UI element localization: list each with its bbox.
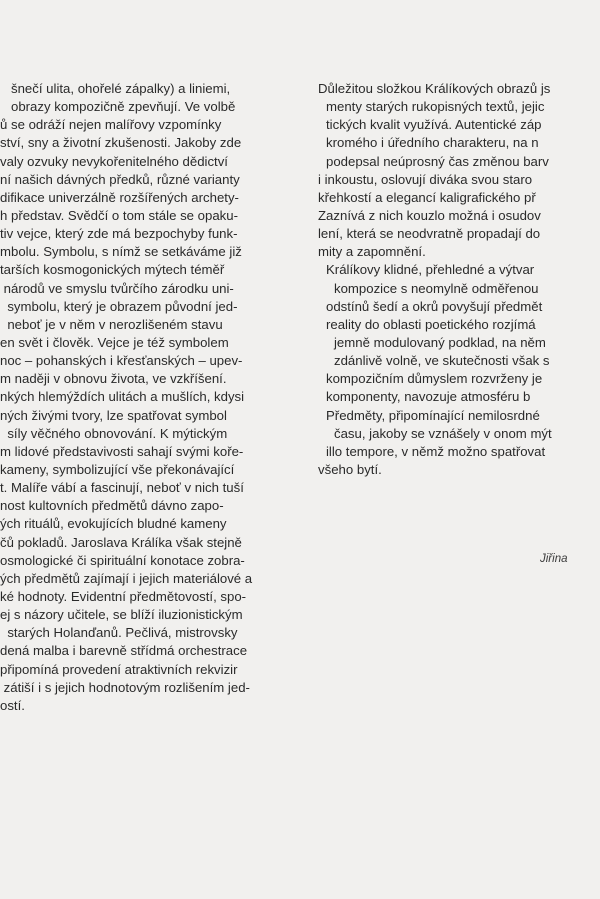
right-text-column	[318, 80, 600, 479]
text-line: illo tempore, v němž možno spatřovat	[326, 443, 546, 459]
text-line: podepsal neúprosný čas změnou barv	[326, 153, 549, 169]
text-line: šnečí ulita, ohořelé zápalky) a liniemi,	[0, 81, 231, 96]
text-line: noc – pohanských i křesťanských – upev-	[0, 353, 243, 369]
text-line: i inkoustu, oslovují diváka svou staro	[318, 171, 533, 187]
text-line: tarších kosmogonických mýtech téměř	[0, 262, 225, 278]
text-line: mity a zapomnění.	[318, 244, 426, 260]
text-line: jemně modulovaný podklad, na něm	[334, 334, 546, 350]
text-line: neboť je v něm v nerozlišeném stavu	[0, 316, 223, 332]
text-line: m naději v obnovu života, ve vzkříšení.	[0, 371, 227, 387]
text-line: t. Malíře vábí a fascinují, neboť v nich tuší	[0, 480, 244, 496]
text-line: kameny, symbolizující vše překonávající	[0, 461, 235, 477]
text-line: ní našich dávných předků, různé varianty	[0, 171, 240, 187]
text-line: času, jakoby se vznášely v onom mýt	[334, 425, 552, 441]
text-line: komponenty, navozuje atmosféru b	[326, 389, 531, 405]
text-line: difikace univerzálně rozšířených archety-	[0, 189, 239, 205]
author-signature: Jiřina	[540, 553, 568, 565]
text-line: ých předmětů zajímají i jejich materiálové a	[0, 570, 253, 586]
text-line: starých Holanďanů. Pečlivá, mistrovsky	[0, 625, 238, 641]
left-text-column	[0, 80, 296, 715]
text-line: ké hodnoty. Evidentní předmětovostí, spo-	[0, 588, 247, 604]
text-line: ých rituálů, evokujících bludné kameny	[0, 516, 227, 532]
text-line: ů se odráží nejen malířovy vzpomínky	[0, 117, 222, 133]
text-line: Zaznívá z nich kouzlo možná i osudov	[318, 207, 541, 223]
text-line: menty starých rukopisných textů, jejic	[326, 99, 545, 115]
text-line: Předměty, připomínající nemilosrdné	[326, 407, 540, 423]
text-line: nost kultovních předmětů dávno zapo-	[0, 498, 224, 514]
text-line: Králíkovy klidné, přehledné a výtvar	[326, 262, 535, 278]
text-line: zátiší i s jejich hodnotovým rozlišením jed-	[0, 679, 250, 695]
text-line: ných živými tvory, lze spatřovat symbol	[0, 407, 227, 423]
text-line: tických kvalit využívá. Autentické záp	[326, 117, 542, 133]
text-line: zdánlivě volně, ve skutečnosti však s	[334, 353, 550, 369]
text-line: připomíná provedení atraktivních rekvizir	[0, 661, 238, 677]
text-line: čů pokladů. Jaroslava Králíka však stejně	[0, 534, 242, 550]
text-line: kromého i úředního charakteru, na n	[326, 135, 539, 151]
text-line: symbolu, který je obrazem původní jed-	[0, 298, 238, 314]
text-line: ej s názory učitele, se blíží iluzionistickým	[0, 607, 243, 623]
text-line: nkých hlemýždích ulitách a mušlích, kdysi	[0, 389, 245, 405]
text-line: tiv vejce, který zde má bezpochyby funk-	[0, 226, 238, 242]
text-line: reality do oblasti poetického rozjímá	[326, 316, 536, 332]
text-line: lení, která se neodvratně propadají do	[318, 226, 541, 242]
text-line: odstínů šedí a okrů povyšují předmět	[326, 298, 543, 314]
text-line: síly věčného obnovování. K mýtickým	[0, 425, 228, 441]
text-line: všeho bytí.	[318, 461, 382, 477]
text-line: ství, sny a životní zkušenosti. Jakoby zde	[0, 135, 242, 151]
text-line: Důležitou složkou Králíkových obrazů js	[318, 81, 551, 96]
text-line: mbolu. Symbolu, s nímž se setkáváme již	[0, 244, 242, 260]
text-line: kompozičním důmyslem rozvrženy je	[326, 371, 543, 387]
text-line: dená malba i barevně střídmá orchestrace	[0, 643, 248, 659]
text-line: křehkostí a elegancí kaligrafického př	[318, 189, 536, 205]
text-line: obrazy kompozičně zpevňují. Ve volbě	[0, 99, 236, 115]
text-line: ostí.	[0, 697, 25, 713]
text-line: h představ. Svědčí o tom stále se opaku-	[0, 207, 238, 223]
text-line: en svět i člověk. Vejce je též symbolem	[0, 334, 229, 350]
text-line: národů ve smyslu tvůrčího zárodku uni-	[0, 280, 234, 296]
text-line: kompozice s neomylně odměřenou	[334, 280, 539, 296]
text-line: osmologické či spirituální konotace zobra-	[0, 552, 245, 568]
text-line: m lidové představivosti sahají svými koře-	[0, 443, 244, 459]
text-line: valy ozvuky nevykořenitelného dědictví	[0, 153, 228, 169]
